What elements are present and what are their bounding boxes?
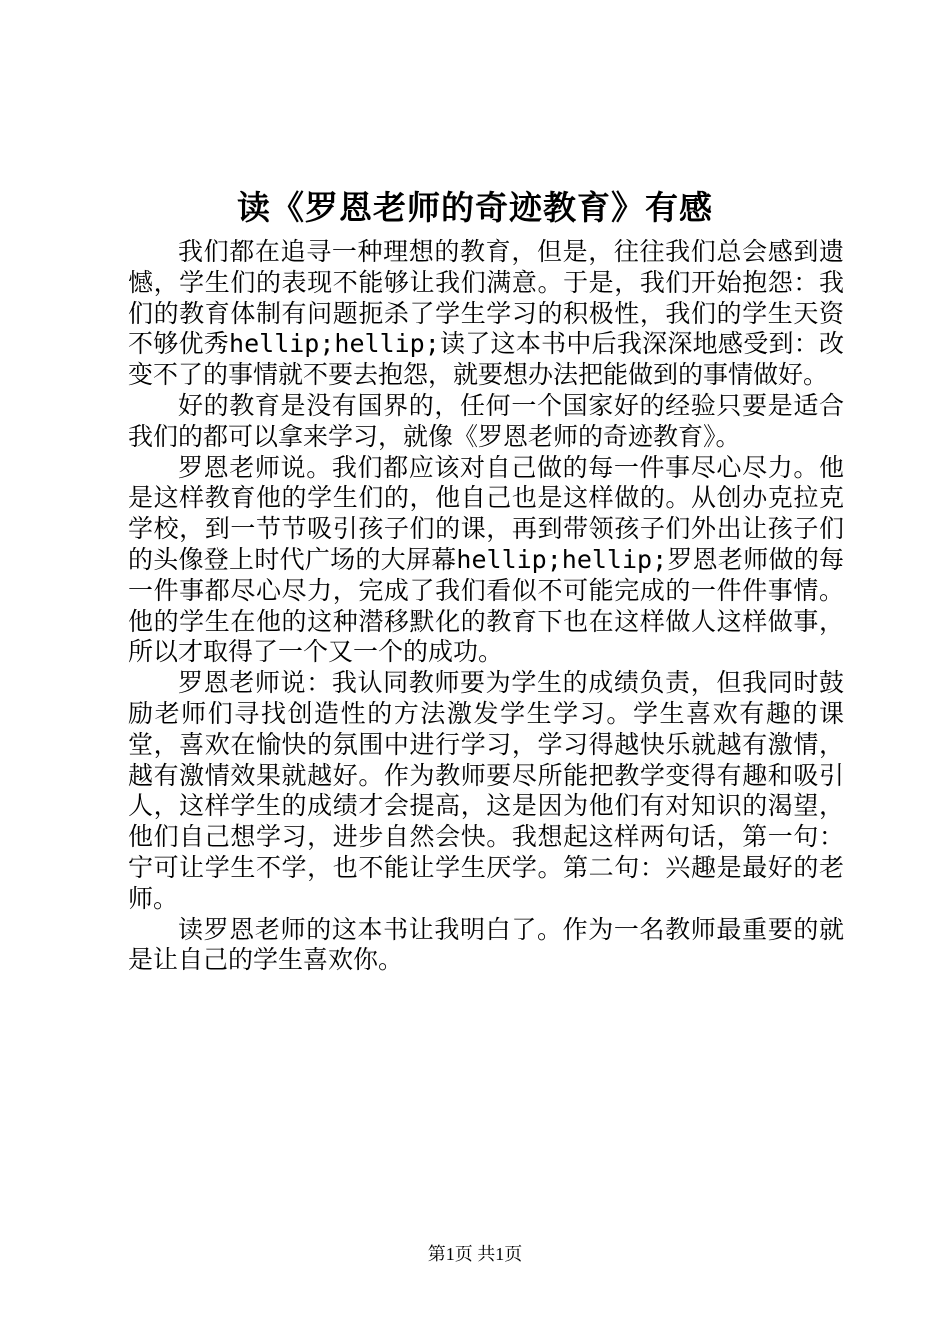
document-body: [128, 237, 844, 976]
paragraph-4: 罗恩老师说：我认同教师要为学生的成绩负责，但我同时鼓励老师们寻找创造性的方法激发学生学习。学生喜欢有趣的课堂，喜欢在愉快的氛围中进行学习，学习得越快乐就越有激情，越有激情效果就越好。作为教师要尽所能把教学变得有趣和吸引人，这样学生的成绩才会提高，这是因为他们有对知识的渴望，他们自己想学习，进步自然会快。我想起这样两句话，第一句：宁可让学生不学，也不能让学生厌学。第二句：兴趣是最好的老师。: [128, 668, 844, 913]
paragraph-5: 读罗恩老师的这本书让我明白了。作为一名教师最重要的就是让自己的学生喜欢你。: [128, 914, 844, 975]
paragraph-3: 罗恩老师说。我们都应该对自己做的每一件事尽心尽力。他是这样教育他的学生们的，他自己也是这样做的。从创办克拉克学校，到一节节吸引孩子们的课，再到带领孩子们外出让孩子们的头像登上时代广场的大屏幕hellip;hellip;罗恩老师做的每一件事都尽心尽力，完成了我们看似不可能完成的一件件事情。他的学生在他的这种潜移默化的教育下也在这样做人这样做事，所以才取得了一个又一个的成功。: [128, 452, 844, 667]
document-title: 读《罗恩老师的奇迹教育》有感: [237, 188, 713, 227]
paragraph-1: 我们都在追寻一种理想的教育，但是，往往我们总会感到遗憾，学生们的表现不能够让我们满意。于是，我们开始抱怨：我们的教育体制有问题扼杀了学生学习的积极性，我们的学生天资不够优秀hellip;hellip;读了这本书中后我深深地感受到：改变不了的事情就不要去抱怨，就要想办法把能做到的事情做好。: [128, 237, 844, 390]
paragraph-2: 好的教育是没有国界的，任何一个国家好的经验只要是适合我们的都可以拿来学习，就像《罗恩老师的奇迹教育》。: [128, 390, 844, 451]
page-number-footer: 第1页 共1页: [427, 1244, 523, 1264]
